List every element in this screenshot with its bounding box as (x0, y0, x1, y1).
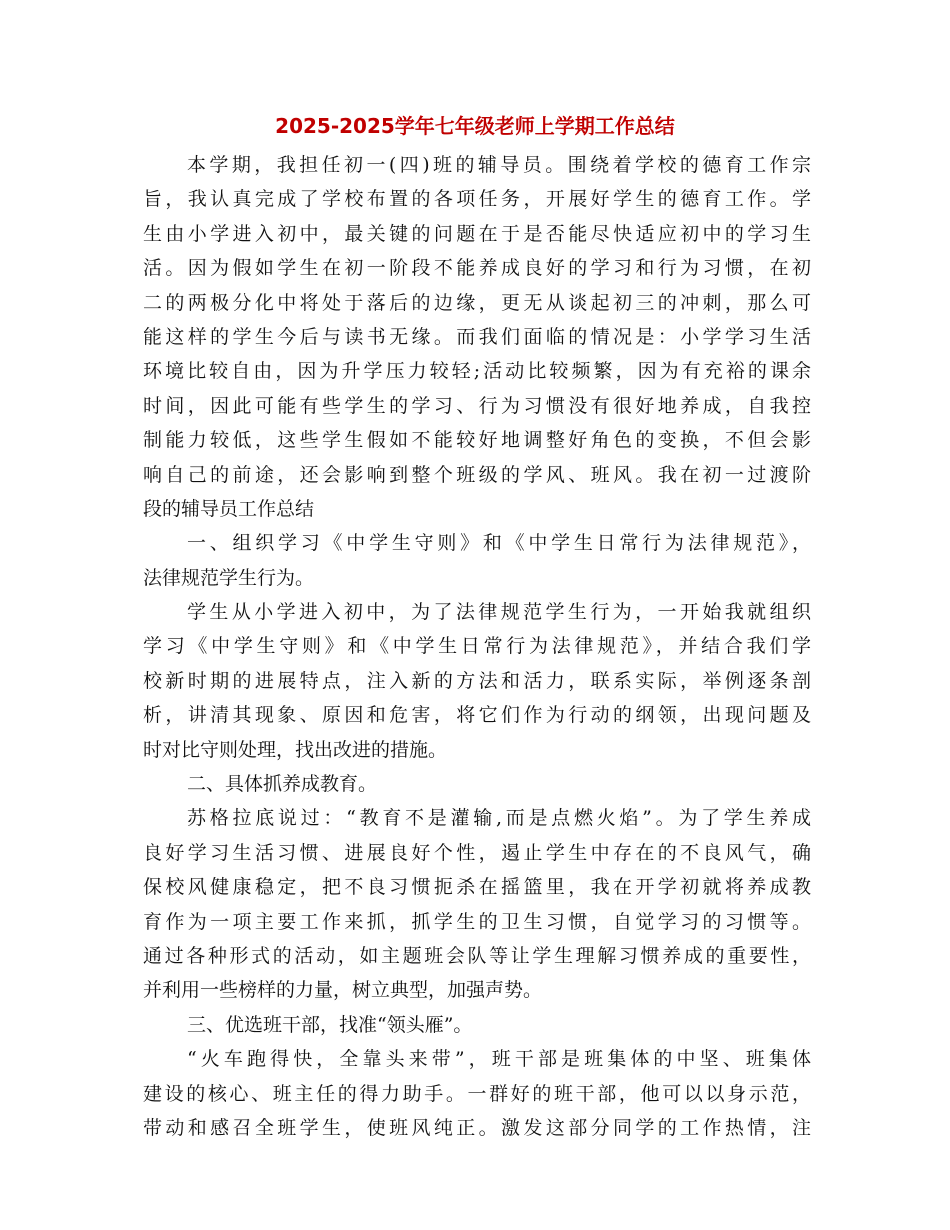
body-line: 校新时期的进展特点，注入新的方法和活力，联系实际，举例逐条剖 (143, 669, 811, 692)
body-line: 生由小学进入初中，最关键的问题在于是否能尽快适应初中的学习生 (143, 222, 811, 245)
body-line: 建设的核心、班主任的得力助手。一群好的班干部，他可以以身示范， (143, 1082, 811, 1105)
body-line: 能这样的学生今后与读书无缘。而我们面临的情况是：小学学习生活 (143, 325, 811, 348)
body-line: 学习《中学生守则》和《中学生日常行为法律规范》，并结合我们学 (143, 635, 811, 658)
body-line: 良好学习生活习惯、进展良好个性，遏止学生中存在的不良风气，确 (143, 841, 811, 864)
body-line: 带动和感召全班学生，使班风纯正。激发这部分同学的工作热情，注 (143, 1116, 811, 1139)
body-line: 时间，因此可能有些学生的学习、行为习惯没有很好地养成，自我控 (143, 394, 811, 417)
body-line: 活。因为假如学生在初一阶段不能养成良好的学习和行为习惯，在初 (143, 257, 811, 280)
body-line: 一、组织学习《中学生守则》和《中学生日常行为法律规范》， (187, 532, 811, 555)
body-line: “火车跑得快，全靠头来带”，班干部是班集体的中坚、班集体 (187, 1048, 811, 1071)
body-line: 析，讲清其现象、原因和危害，将它们作为行动的纲领，出现问题及 (143, 704, 811, 727)
body-line: 学生从小学进入初中，为了法律规范学生行为，一开始我就组织 (187, 601, 811, 624)
body-line: 二、具体抓养成教育。 (187, 773, 378, 796)
body-line: 制能力较低，这些学生假如不能较好地调整好角色的变换，不但会影 (143, 429, 811, 452)
body-line: 三、优选班干部，找准“领头雁”。 (187, 1013, 473, 1036)
body-line: 二的两极分化中将处于落后的边缘，更无从谈起初三的冲刺，那么可 (143, 291, 811, 314)
body-line: 本学期，我担任初一(四)班的辅导员。围绕着学校的德育工作宗 (187, 154, 811, 176)
body-line: 法律规范学生行为。 (143, 566, 315, 589)
body-line: 旨，我认真完成了学校布置的各项任务，开展好学生的德育工作。学 (143, 188, 811, 211)
body-line: 通过各种形式的活动，如主题班会队等让学生理解习惯养成的重要性， (143, 944, 811, 967)
document-title: 2025-2025学年七年级老师上学期工作总结 (275, 114, 675, 138)
body-line: 环境比较自由，因为升学压力较轻;活动比较频繁，因为有充裕的课余 (143, 360, 811, 383)
body-line: 并利用一些榜样的力量，树立典型，加强声势。 (143, 979, 543, 1002)
body-line: 育作为一项主要工作来抓，抓学生的卫生习惯，自觉学习的习惯等。 (143, 910, 811, 933)
body-line: 响自己的前途，还会影响到整个班级的学风、班风。我在初一过渡阶 (143, 463, 811, 486)
body-line: 段的辅导员工作总结 (143, 497, 315, 520)
body-line: 苏格拉底说过：“教育不是灌输,而是点燃火焰”。为了学生养成 (187, 807, 811, 830)
body-line: 保校风健康稳定，把不良习惯扼杀在摇篮里，我在开学初就将养成教 (143, 876, 811, 899)
body-line: 时对比守则处理，找出改进的措施。 (143, 738, 448, 761)
document-body (143, 148, 811, 1145)
